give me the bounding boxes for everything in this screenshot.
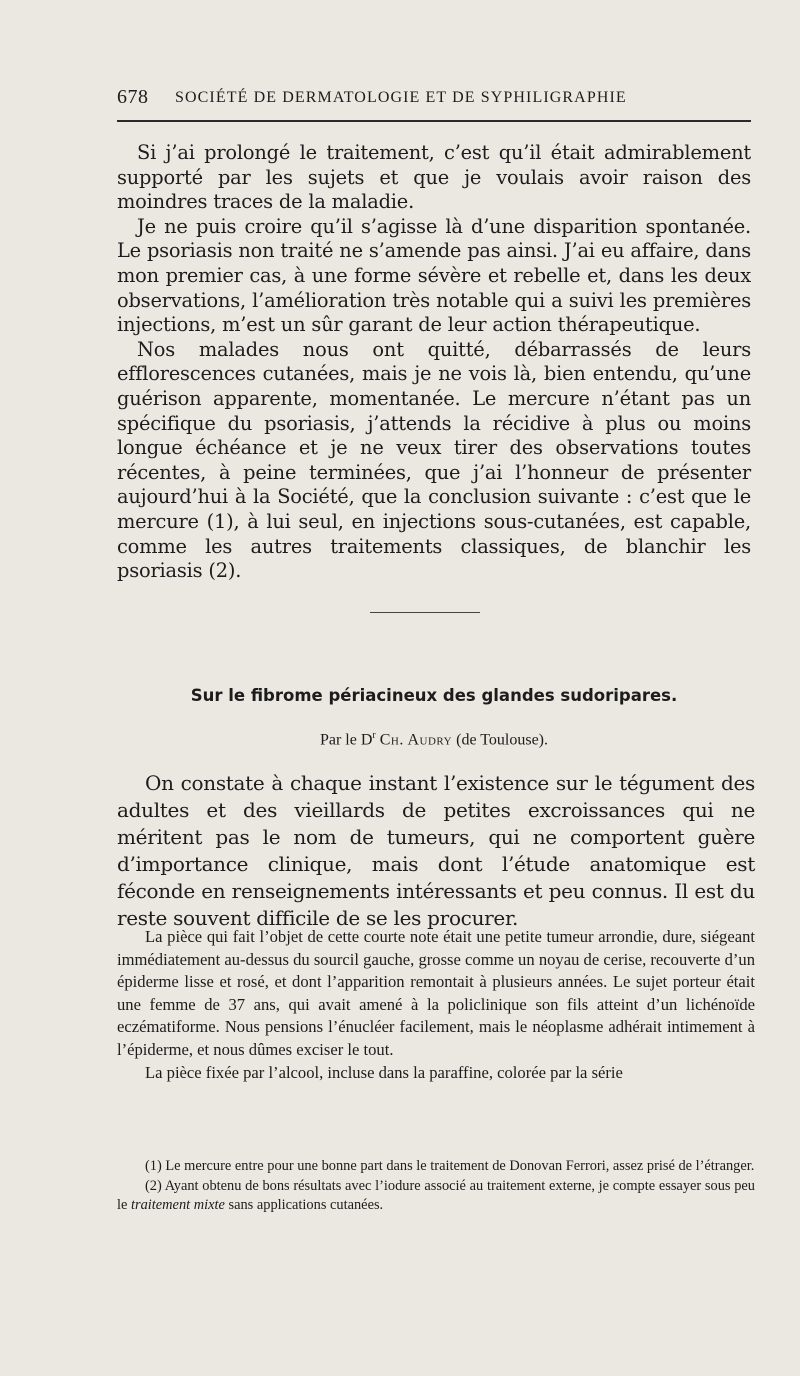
article-body <box>117 926 755 1084</box>
paragraph: La pièce qui fait l’objet de cette courte note était une petite tumeur arrondie, dure, siégeant immédiatement au-dessus du sourcil gauche, grosse comme un noyau de cerise, recouverte d’un épiderme lisse et rosé, et dont l’apparition remontait à plusieurs années. Le sujet porteur était une femme de 37 ans, qui avait amené à la policlinique son fils atteint d’un lichénoïde eczématiforme. Nous pensions l’énucléer facilement, mais le néoplasme adhérait intimement à l’épiderme, et nous dûmes exciser le tout. <box>117 927 755 1059</box>
footnote-italic: traitement mixte <box>130 1197 225 1213</box>
section-divider <box>370 612 480 613</box>
continued-text <box>117 141 751 584</box>
byline-suffix: (de Toulouse). <box>452 731 549 749</box>
footnote-text: (2) Ayant obtenu de bons résultats avec l’iodure associé au traitement externe, je compte essayer sous peu le <box>117 1177 755 1213</box>
byline <box>117 730 751 749</box>
header-rule <box>117 120 751 122</box>
footnotes <box>117 1157 755 1216</box>
footnote-text: sans applications cutanées. <box>224 1197 384 1213</box>
paragraph: La pièce fixée par l’alcool, incluse dans la paraffine, colorée par la série <box>145 1062 623 1082</box>
paragraph: Si j’ai prolongé le traitement, c’est qu’il était admirablement supporté par les sujets et que je voulais avoir raison des moindres traces de la maladie. <box>117 141 751 214</box>
paragraph: On constate à chaque instant l’existence sur le tégument des adultes et des vieillards de petites excroissances qui ne méritent pas le nom de tumeurs, qui ne comportent guère d’importance clinique, mais dont l’étude anatomique est féconde en renseignements intéressants et peu connus. Il est du reste souvent difficile de se les procurer. <box>117 771 755 930</box>
article-intro <box>117 770 755 932</box>
footnote: (1) Le mercure entre pour une bonne part dans le traitement de Donovan Ferrori, assez prisé de l’étranger. <box>145 1158 755 1174</box>
article-title: Sur le fibrome périacineux des glandes sudoripares. <box>190 686 678 705</box>
footnote <box>117 1177 755 1216</box>
byline-sup: r <box>372 730 376 741</box>
author-name: Ch. Audry <box>379 731 453 749</box>
page-header <box>117 86 751 112</box>
running-title: SOCIÉTÉ DE DERMATOLOGIE ET DE SYPHILIGRAPHIE <box>175 89 627 106</box>
paragraph: Nos malades nous ont quitté, débarrassés de leurs efflorescences cutanées, mais je ne vois là, bien entendu, qu’une guérison apparente, momentanée. Le mercure n’étant pas un spécifique du psoriasis, j’attends la récidive à plus ou moins longue échéance et je ne veux tirer des observations toutes récentes, à peine terminées, que j’ai l’honneur de présenter aujourd’hui à la Société, que la conclusion suivante : c’est que le mercure (1), à lui seul, en injections sous-cutanées, est capable, comme les autres traitements classiques, de blanchir les psoriasis (2). <box>117 337 751 583</box>
byline-prefix: Par le D <box>319 731 373 749</box>
page-number: 678 <box>117 86 149 108</box>
paragraph: Je ne puis croire qu’il s’agisse là d’une disparition spontanée. Le psoriasis non traité ne s’amende pas ainsi. J’ai eu affaire, dans mon premier cas, à une forme sévère et rebelle et, dans les deux observations, l’amélioration très notable qui a suivi les premières injections, m’est un sûr garant de leur action thérapeutique. <box>117 214 751 337</box>
